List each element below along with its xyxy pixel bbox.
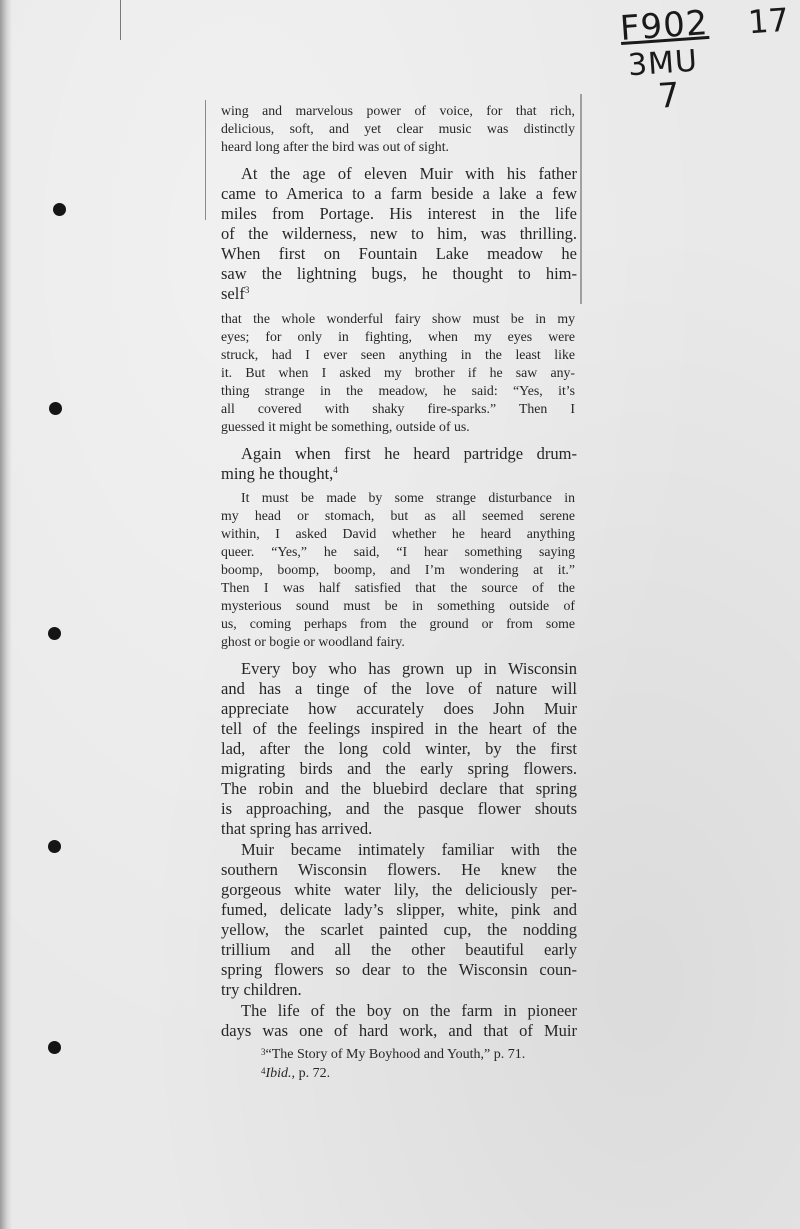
page-edge-shadow: [0, 0, 12, 1229]
line-text: self: [221, 284, 245, 303]
footnote-text: “The Story of My Boyhood and Youth,” p. 71.: [265, 1047, 526, 1062]
quote-line: struck, had I ever seen anything in the least like: [221, 347, 575, 362]
text-line: trillium and all the other beautiful early: [221, 940, 577, 959]
quote-line: It must be made by some strange disturbance in: [241, 490, 575, 505]
text-line: and has a tinge of the love of nature will: [221, 679, 577, 698]
handwritten-call-number: F902: [618, 2, 710, 50]
punch-hole: [48, 840, 61, 853]
punch-hole: [49, 402, 62, 415]
quote-line: thing strange in the meadow, he said: “Yes, it’s: [221, 383, 575, 398]
line-text: ming he thought,: [221, 464, 334, 483]
quote-line: guessed it might be something, outside of us.: [221, 419, 470, 434]
text-line: miles from Portage. His interest in the life: [221, 204, 577, 223]
handwritten-number: 7: [656, 75, 682, 117]
quote-line: Then I was half satisfied that the source of the: [221, 580, 575, 595]
crease-mark: [120, 0, 121, 40]
text-line: Muir became intimately familiar with the: [241, 840, 577, 859]
quote-line: within, I asked David whether he heard anything: [221, 526, 575, 541]
text-line: appreciate how accurately does John Muir: [221, 699, 577, 718]
footnote-mark: 3: [261, 1047, 266, 1057]
footnote-ref: 3: [244, 285, 250, 295]
footnote: [261, 1047, 525, 1063]
text-line: southern Wisconsin flowers. He knew the: [221, 860, 577, 879]
text-line: of the wilderness, new to him, was thrilling.: [221, 224, 577, 243]
quote-line: that the whole wonderful fairy show must be in my: [221, 311, 575, 326]
text-line: [221, 464, 577, 484]
text-line: gorgeous white water lily, the deliciously per-: [221, 880, 577, 899]
quote-line: boomp, boomp, boomp, and I’m wondering at it.”: [221, 562, 575, 577]
text-line: delicious, soft, and yet clear music was distinctly: [221, 121, 575, 136]
quote-line: queer. “Yes,” he said, “I hear something saying: [221, 544, 575, 559]
text-line: try children.: [221, 980, 302, 999]
text-line: is approaching, and the pasque flower shouts: [221, 799, 577, 818]
footnote: [261, 1066, 330, 1082]
quote-line: all covered with shaky fire-sparks.” Then I: [221, 401, 575, 416]
text-line: days was one of hard work, and that of Muir: [221, 1021, 577, 1040]
margin-rule-left: [205, 100, 206, 220]
text-line: yellow, the scarlet painted cup, the nodding: [221, 920, 577, 939]
footnote-ibid: Ibid.,: [265, 1066, 296, 1081]
text-line: came to America to a farm beside a lake a few: [221, 184, 577, 203]
handwritten-code: 3MU: [626, 43, 700, 84]
text-line: that spring has arrived.: [221, 819, 373, 838]
quote-line: my head or stomach, but as all seemed serene: [221, 508, 575, 523]
text-line: At the age of eleven Muir with his father: [241, 164, 577, 183]
footnote-text: p. 72.: [295, 1066, 331, 1081]
punch-hole: [48, 627, 61, 640]
text-line: heard long after the bird was out of sight.: [221, 139, 449, 154]
text-line: wing and marvelous power of voice, for that rich,: [221, 103, 575, 118]
text-line: When first on Fountain Lake meadow he: [221, 244, 577, 263]
text-line: migrating birds and the early spring flowers.: [221, 759, 577, 778]
quote-line: ghost or bogie or woodland fairy.: [221, 634, 405, 649]
quote-line: mysterious sound must be in something outside of: [221, 598, 575, 613]
text-line: The life of the boy on the farm in pioneer: [241, 1001, 577, 1020]
quote-line: it. But when I asked my brother if he saw any-: [221, 365, 575, 380]
text-line: Again when first he heard partridge drum-: [241, 444, 577, 463]
margin-rule-right: [580, 94, 582, 304]
text-line: fumed, delicate lady’s slipper, white, pink and: [221, 900, 577, 919]
text-line: saw the lightning bugs, he thought to him-: [221, 264, 577, 283]
text-line: spring flowers so dear to the Wisconsin coun-: [221, 960, 577, 979]
quote-line: eyes; for only in fighting, when my eyes were: [221, 329, 575, 344]
text-line: lad, after the long cold winter, by the first: [221, 739, 577, 758]
text-line: tell of the feelings inspired in the heart of the: [221, 719, 577, 738]
punch-hole: [53, 203, 66, 216]
punch-hole: [48, 1041, 61, 1054]
text-line: Every boy who has grown up in Wisconsin: [241, 659, 577, 678]
handwritten-page-number: 17: [746, 0, 790, 42]
footnote-ref: 4: [333, 465, 338, 475]
text-line: [221, 284, 577, 304]
text-line: The robin and the bluebird declare that spring: [221, 779, 577, 798]
footnote-mark: 4: [261, 1066, 266, 1076]
quote-line: us, coming perhaps from the ground or from some: [221, 616, 575, 631]
